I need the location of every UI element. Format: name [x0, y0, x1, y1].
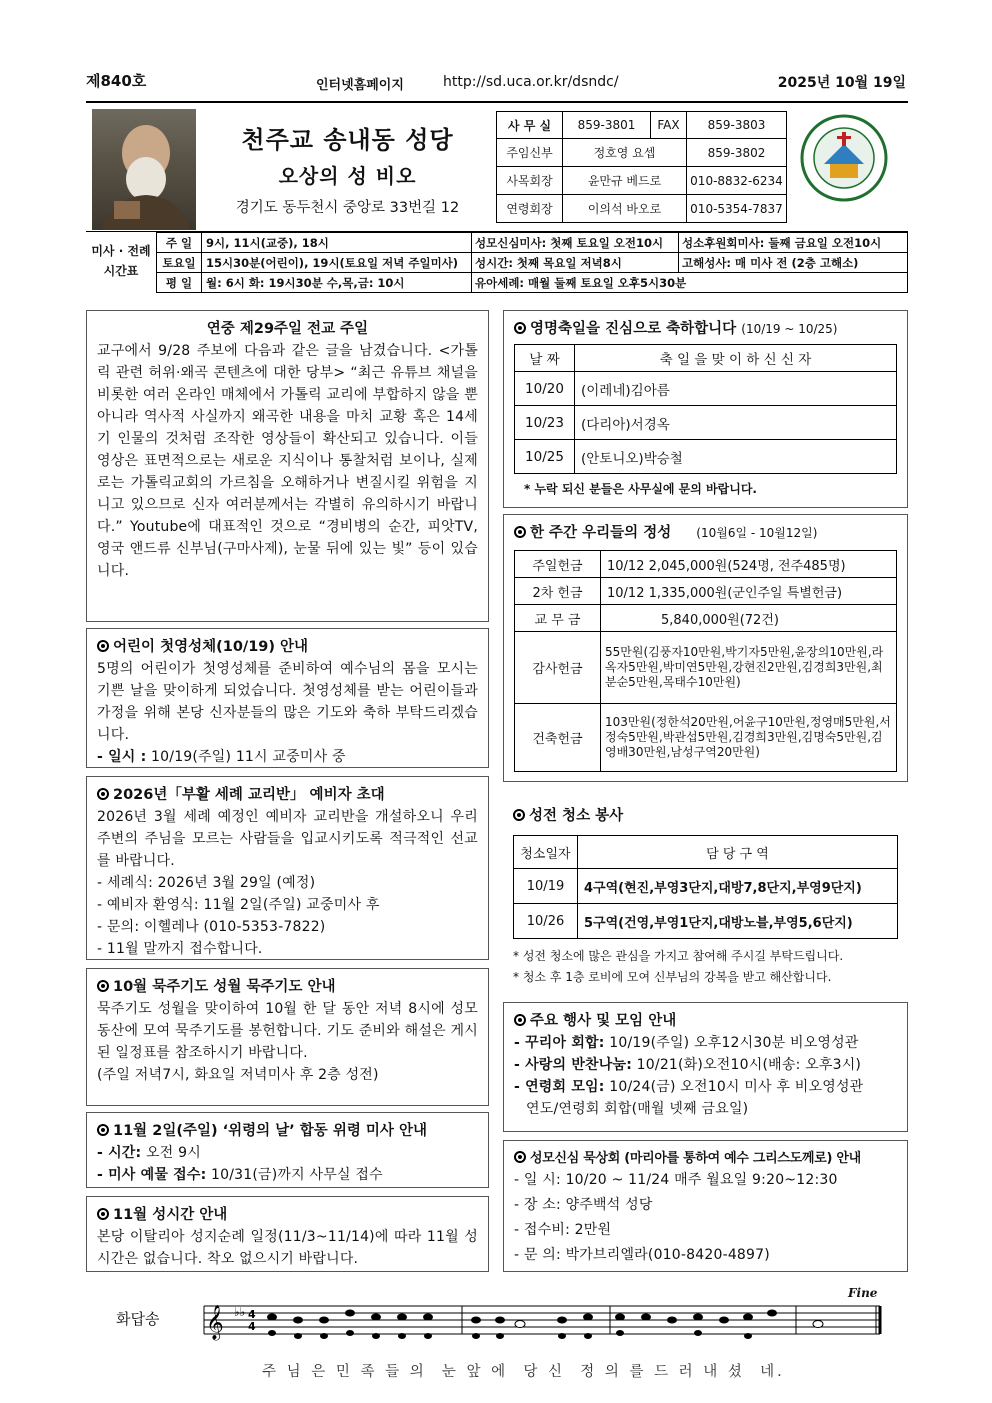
fax-number: 859-3803 [687, 112, 787, 139]
cleaning-title: 성전 청소 봉사 [529, 808, 624, 824]
events-item-value: 10/24(금) 오전10시 미사 후 비오영성관 [604, 1079, 864, 1095]
requiem-box [86, 1112, 489, 1188]
retreat-title-row [514, 1147, 897, 1166]
retreat-title: 성모신심 묵상회 (마리아를 통하여 예수 그리스도께로) 안내 [530, 1151, 861, 1166]
events-item [514, 1054, 897, 1076]
cleaning-date: 10/19 [514, 869, 578, 904]
psalm-fine: Fine [848, 1286, 878, 1300]
issue-number: 제840호 [86, 72, 147, 90]
bullet-icon [97, 640, 109, 652]
contact-name: 정호영 요셉 [563, 139, 687, 167]
retreat-item: - 접수비: 2만원 [514, 1222, 612, 1238]
rosary-title: 10월 묵주기도 성월 묵주기도 안내 [113, 979, 336, 995]
offering-value: 10/12 1,335,000원(군인주일 특별헌금) [601, 578, 897, 605]
homepage-label: 인터넷홈페이지 [316, 78, 404, 93]
offering-table [514, 550, 897, 772]
office-phone: 859-3801 [563, 112, 651, 139]
fax-label: FAX [651, 112, 687, 139]
events-item [514, 1076, 897, 1098]
contact-phone: 010-5354-7837 [687, 195, 787, 223]
communion-date [97, 746, 478, 768]
communion-title: 어린이 첫영성체(10/19) 안내 [113, 639, 309, 655]
catechism-title: 2026년「부활 세례 교리반」 예비자 초대 [113, 787, 385, 803]
events-box [503, 1002, 908, 1132]
mass-schedule-table [156, 232, 908, 293]
catechism-body: 2026년 3월 세례 예정인 예비자 교리반을 개설하오니 우리 주변의 주님을 모르는 사람들을 입교시키도록 적극적인 선교를 바랍니다. [97, 809, 478, 869]
feast-note: * 누락 되신 분들은 사무실에 문의 바랍니다. [524, 482, 757, 496]
feast-name: (다리아)서경옥 [575, 406, 897, 440]
offering-label: 주일헌금 [515, 551, 601, 578]
holy-hour-box [86, 1196, 489, 1272]
bullet-icon [97, 1124, 109, 1136]
requiem-time-label: - 시간: [97, 1145, 142, 1161]
first-communion-box [86, 628, 489, 768]
saint-portrait [92, 109, 196, 230]
offering-title: 한 주간 우리들의 정성 [530, 525, 672, 541]
cleaning-title-row [513, 804, 898, 825]
bullet-icon [97, 1208, 109, 1220]
cleaning-area: 4구역(현진,부영3단지,대방7,8단지,부영9단지) [578, 869, 898, 904]
bullet-icon [513, 809, 525, 821]
feast-date: 10/25 [515, 440, 575, 474]
events-item-value: 10/19(주일) 오후12시30분 비오영성관 [604, 1035, 859, 1051]
offering-value: 55만원(김풍자10만원,박기자5만원,윤장의10만원,라옥자5만원,박미연5만원,강현진2만원,김경희3만원,최분순5만원,목태수10만원) [601, 632, 897, 704]
church-address: 경기도 동두천시 중앙로 33번길 12 [235, 200, 460, 216]
cleaning-table [513, 835, 898, 939]
contact-role: 주임신부 [497, 139, 563, 167]
feast-col-date: 날 짜 [515, 345, 575, 372]
contact-role: 연령회장 [497, 195, 563, 223]
catechism-item: - 문의: 이헬레나 (010-5353-7822) [97, 919, 326, 935]
contact-phone: 010-8832-6234 [687, 167, 787, 195]
communion-date-value: 10/19(주일) 11시 교중미사 중 [146, 749, 346, 765]
mass-day: 평 일 [157, 273, 202, 293]
mass-info: 유아세례: 매월 둘째 토요일 오후5시30분 [472, 273, 908, 293]
events-item-label: - 사랑의 반찬나눔: [514, 1057, 633, 1073]
psalm-label: 화답송 [116, 1310, 160, 1328]
retreat-item: - 일 시: 10/20 ~ 11/24 매주 월요일 9:20~12:30 [514, 1172, 838, 1188]
cleaning-note: * 성전 청소에 많은 관심을 가지고 참여해 주시길 부탁드립니다. [513, 949, 844, 963]
offering-label: 2차 헌금 [515, 578, 601, 605]
svg-text:4: 4 [248, 1308, 256, 1321]
communion-title-row [97, 635, 478, 656]
catechism-title-row [97, 783, 478, 804]
mass-info: 성시간: 첫째 목요일 저녁8시 [472, 253, 679, 273]
events-item-label: - 연령회 모임: [514, 1079, 605, 1095]
contact-name: 이의석 바오로 [563, 195, 687, 223]
mission-sunday-box [86, 310, 489, 622]
requiem-title: 11월 2일(주일) ‘위령의 날’ 합동 위령 미사 안내 [113, 1123, 427, 1139]
events-title: 주요 행사 및 모임 안내 [530, 1013, 677, 1029]
rosary-note: (주일 저녁7시, 화요일 저녁미사 후 2층 성전) [97, 1067, 379, 1083]
bullet-icon [514, 1014, 526, 1026]
bullet-icon [97, 788, 109, 800]
feast-name: (안토니오)박승철 [575, 440, 897, 474]
requiem-title-row [97, 1119, 478, 1140]
requiem-offer-value: 10/31(금)까지 사무실 접수 [206, 1167, 383, 1183]
mass-day: 주 일 [157, 233, 202, 253]
contact-table [496, 111, 787, 223]
catechism-item: - 세례식: 2026년 3월 29일 (예정) [97, 875, 316, 891]
events-title-row [514, 1009, 897, 1030]
mass-info: 성모신심미사: 첫째 토요일 오전10시 [472, 233, 679, 253]
psalm-lyrics: 주 님 은 민 족 들 의 눈 앞 에 당 신 정 의 를 드 러 내 셨 네. [262, 1364, 785, 1380]
feast-box [503, 310, 908, 508]
feast-range: (10/19 ~ 10/25) [741, 322, 838, 336]
holyhour-title: 11월 성시간 안내 [113, 1207, 228, 1223]
rosary-body: 묵주기도 성월을 맞이하여 10월 한 달 동안 저녁 8시에 성모 동산에 모여 묵주기도를 봉헌합니다. 기도 준비와 해설은 게시된 일정표를 참조하시기 바랍니다. [97, 1001, 478, 1061]
bullet-icon [514, 1151, 526, 1163]
events-item [514, 1032, 897, 1054]
psalm-notes [267, 1310, 823, 1340]
rosary-title-row [97, 975, 478, 996]
holyhour-body: 본당 이탈리아 성지순례 일정(11/3~11/14)에 따라 11월 성시간은 없습니다. 착오 없으시기 바랍니다. [97, 1229, 478, 1267]
communion-body: 5명의 어린이가 첫영성체를 준비하여 예수님의 몸을 모시는 기쁜 날을 맞이하게 되었습니다. 첫영성체를 받는 어린이들과 가정을 위해 본당 신자분들의 많은 기도와 축하 부탁드리겠습니다. [97, 661, 478, 743]
offering-range: (10월6일 - 10월12일) [696, 526, 818, 540]
homepage-url[interactable]: http://sd.uca.or.kr/dsndc/ [443, 74, 619, 90]
feast-title-row [514, 317, 897, 338]
contact-phone: 859-3802 [687, 139, 787, 167]
mass-times: 15시30분(어린이), 19시(토요일 저녁 주일미사) [202, 253, 472, 273]
rosary-box [86, 968, 489, 1106]
catechism-item: - 예비자 환영식: 11월 2일(주일) 교중미사 후 [97, 897, 380, 913]
issue-date: 2025년 10월 19일 [777, 75, 906, 91]
requiem-time-value: 오전 9시 [141, 1145, 201, 1161]
offering-value: 5,840,000원(72건) [601, 605, 897, 632]
communion-date-label: - 일시 : [97, 749, 147, 765]
bullet-icon [514, 322, 526, 334]
events-item-value: 10/21(화)오전10시(배송: 오후3시) [632, 1057, 862, 1073]
mass-label [86, 233, 156, 291]
mass-day: 토요일 [157, 253, 202, 273]
psalm-staff [200, 1298, 884, 1352]
cleaning-col-area: 담 당 구 역 [578, 836, 898, 869]
office-label: 사 무 실 [497, 112, 563, 139]
retreat-item: - 문 의: 박가브리엘라(010-8420-4897) [514, 1247, 770, 1263]
svg-text:♭♭: ♭♭ [234, 1305, 246, 1319]
bullet-icon [97, 980, 109, 992]
mass-times: 월: 6시 화: 19시30분 수,목,금: 10시 [202, 273, 472, 293]
bullet-icon [514, 526, 526, 538]
svg-text:4: 4 [248, 1320, 256, 1333]
retreat-box [503, 1140, 908, 1272]
cleaning-area: 5구역(건영,부영1단지,대방노블,부영5,6단지) [578, 904, 898, 939]
mission-body: 교구에서 9/28 주보에 다음과 같은 글을 남겼습니다. <가톨릭 관련 허위·왜곡 콘텐츠에 대한 당부> “최근 유튜브 채널을 비롯한 여러 온라인 매체에서 가톨릭 교리에 부합하지 않을 뿐 아니라 역사적 사실까지 왜곡한 내용을 마치 교황 혹은 14세기 인물의 것처럼 조작한 영상들이 확산되고 있습니다. 이들 영상은 표면적으로는 새로운 지식이나 통찰처럼 보이나, 실제로는 가톨릭교회의 가르침을 오해하거나 변질시킬 위험을 지니고 있으므로 신자 여러분께서는 각별히 유의하시기 바랍니다.” Youtube에 대표적인 것으로 “경비병의 순간, 피앗TV, 영국 앤드류 신부님(구마사제), 눈물 뒤에 있는 빛” 등이 있습니다. [97, 343, 478, 579]
events-item-label: - 꾸리아 회합: [514, 1035, 605, 1051]
requiem-offer [97, 1164, 478, 1186]
mass-label-line2: 시간표 [103, 264, 139, 278]
feast-date: 10/23 [515, 406, 575, 440]
contact-role: 사목회장 [497, 167, 563, 195]
cleaning-note: * 청소 후 1층 로비에 모여 신부님의 강복을 받고 해산합니다. [513, 970, 832, 984]
offering-title-row [514, 521, 897, 542]
catechism-item: - 11월 말까지 접수합니다. [97, 941, 263, 957]
offering-label: 감사헌금 [515, 632, 601, 704]
offering-value: 10/12 2,045,000원(524명, 전주485명) [601, 551, 897, 578]
header-rule [86, 101, 908, 103]
feast-col-name: 축 일 을 맞 이 하 신 신 자 [575, 345, 897, 372]
cleaning-box [503, 800, 908, 992]
mass-label-line1: 미사 · 전례 [91, 244, 151, 258]
contact-name: 윤만규 베드로 [563, 167, 687, 195]
holyhour-title-row [97, 1203, 478, 1224]
offering-box [503, 514, 908, 782]
mass-info: 성소후원회미사: 둘째 금요일 오전10시 [679, 233, 908, 253]
mass-info: 고해성사: 매 미사 전 (2층 고해소) [679, 253, 908, 273]
church-patron: 오상의 성 비오 [278, 164, 417, 188]
offering-label: 건축헌금 [515, 704, 601, 772]
offering-label: 교 무 금 [515, 605, 601, 632]
offering-value: 103만원(정한석20만원,어윤구10만원,정영매5만원,서정숙5만원,박관섭5만원,김경희3만원,김명숙5만원,김영배30만원,남성구역20만원) [601, 704, 897, 772]
church-name: 천주교 송내동 성당 [241, 126, 454, 154]
svg-text:𝄞: 𝄞 [206, 1305, 224, 1340]
feast-title: 영명축일을 진심으로 축하합니다 [530, 321, 737, 337]
mass-times: 9시, 11시(교중), 18시 [202, 233, 472, 253]
requiem-time [97, 1142, 478, 1164]
cleaning-date: 10/26 [514, 904, 578, 939]
requiem-offer-label: - 미사 예물 접수: [97, 1167, 207, 1183]
events-extra: 연도/연령회 회합(매월 넷째 금요일) [526, 1101, 749, 1117]
feast-date: 10/20 [515, 372, 575, 406]
feast-name: (이레네)김아름 [575, 372, 897, 406]
cleaning-col-date: 청소일자 [514, 836, 578, 869]
feast-table [514, 344, 897, 474]
retreat-item: - 장 소: 양주백석 성당 [514, 1197, 653, 1213]
catechism-box [86, 776, 489, 960]
diocese-logo [800, 114, 888, 202]
mission-title: 연중 제29주일 전교 주일 [206, 321, 369, 337]
